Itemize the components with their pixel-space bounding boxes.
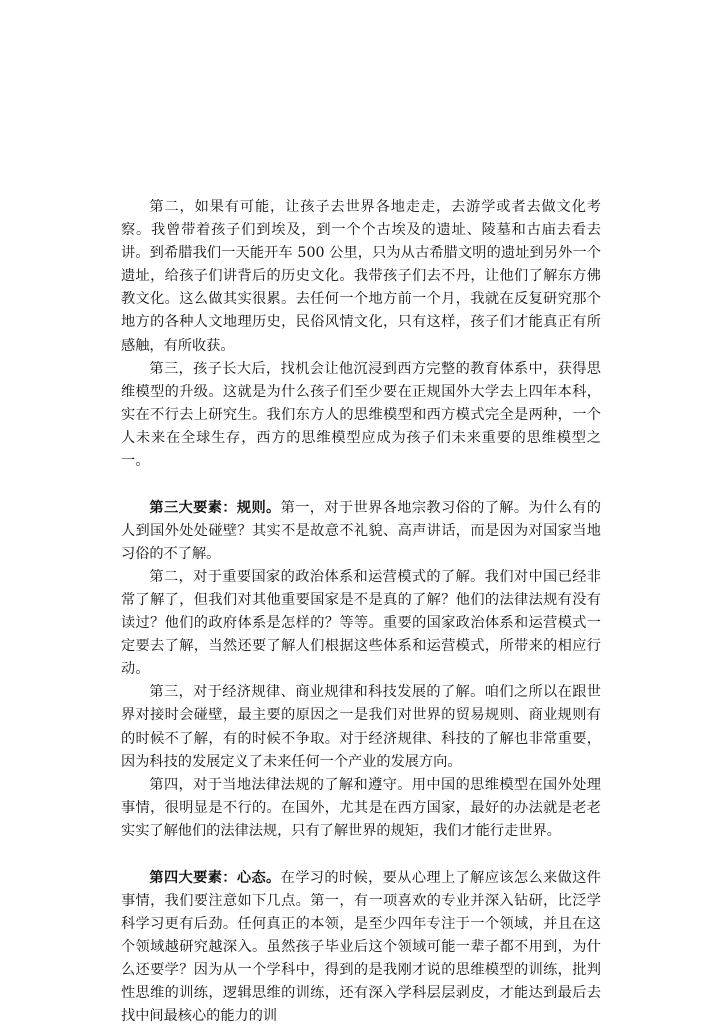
- paragraph-text: 第二，对于重要国家的政治体系和运营模式的了解。我们对中国已经非常了解了，但我们对其他重要国家是不是真的了解？他们的法律法规有没有读过？他们的政府体系是怎样的？等等。重要的国家政治体系和运营模式一定要去了解，当然还要了解人们根据这些体系和运营模式，所带来的相应行动。: [121, 568, 601, 678]
- paragraph-text: 第三，对于经济规律、商业规律和科技发展的了解。咱们之所以在跟世界对接时会碰壁，最主要的原因之一是我们对世界的贸易规则、商业规则有的时候不了解，有的时候不争取。对于经济规律、科技的了解也非常重要，因为科技的发展定义了未来任何一个产业的发展方向。: [121, 684, 601, 770]
- section-rules: [121, 497, 601, 843]
- paragraph: [121, 774, 601, 843]
- paragraph-text: 第三，孩子长大后，找机会让他沉浸到西方完整的教育体系中，获得思维模型的升级。这就是为什么孩子们至少要在正规国外大学去上四年本科，实在不行去上研究生。我们东方人的思维模型和西方模式完全是两种，一个人未来在全球生存，西方的思维模型应成为孩子们未来重要的思维模型之一。: [121, 360, 601, 470]
- paragraph-text: 第二，如果有可能，让孩子去世界各地走走，去游学或者去做文化考察。我曾带着孩子们到埃及，到一个个古埃及的遗址、陵墓和古庙去看去讲。到希腊我们一天能开车 500 公里，只为从古希腊文明的遗址到另外一个遗址，给孩子们讲背后的历史文化。我带孩子们去不丹，让他们了解东方佛教文化。这么做其实很累。去任何一个地方前一个月，我就在反复研究那个地方的各种人文地理历史，民俗风情文化，只有这样，孩子们才能真正有所感触，有所收获。: [121, 199, 601, 354]
- section-spacer: [121, 473, 601, 497]
- paragraph: [121, 196, 601, 358]
- section-heading: 第四大要素：心态。: [149, 869, 281, 886]
- document-page: [121, 196, 601, 1028]
- paragraph-text: 在学习的时候，要从心理上了解应该怎么来做这件事情，我们要注意如下几点。第一，有一项喜欢的专业并深入钻研，比泛学科学习更有后劲。任何真正的本领，是至少四年专注于一个领域，并且在这个领域越研究越深入。虽然孩子毕业后这个领域可能一辈子都不用到，为什么还要学？因为从一个学科中，得到的是我刚才说的思维模型的训练，批判性思维的训练，逻辑思维的训练，还有深入学科层层剥皮，才能达到最后去找中间最核心的能力的训: [121, 869, 601, 1025]
- paragraph-text: 第一，对于世界各地宗教习俗的了解。为什么有的人到国外处处碰壁？其实不是故意不礼貌、高声讲话，而是因为对国家当地习俗的不了解。: [121, 499, 601, 562]
- paragraph: [121, 566, 601, 681]
- paragraph: [121, 497, 601, 566]
- section-mindset: [121, 867, 601, 1028]
- section-travel: [121, 196, 601, 473]
- paragraph: [121, 358, 601, 473]
- paragraph-text: 第四，对于当地法律法规的了解和遵守。用中国的思维模型在国外处理事情，很明显是不行的。在国外，尤其是在西方国家，最好的办法就是老老实实了解他们的法律法规，只有了解世界的规矩，我们才能行走世界。: [121, 776, 601, 839]
- paragraph: [121, 681, 601, 773]
- paragraph: [121, 867, 601, 1028]
- section-heading: 第三大要素：规则。: [149, 499, 281, 516]
- section-spacer: [121, 843, 601, 867]
